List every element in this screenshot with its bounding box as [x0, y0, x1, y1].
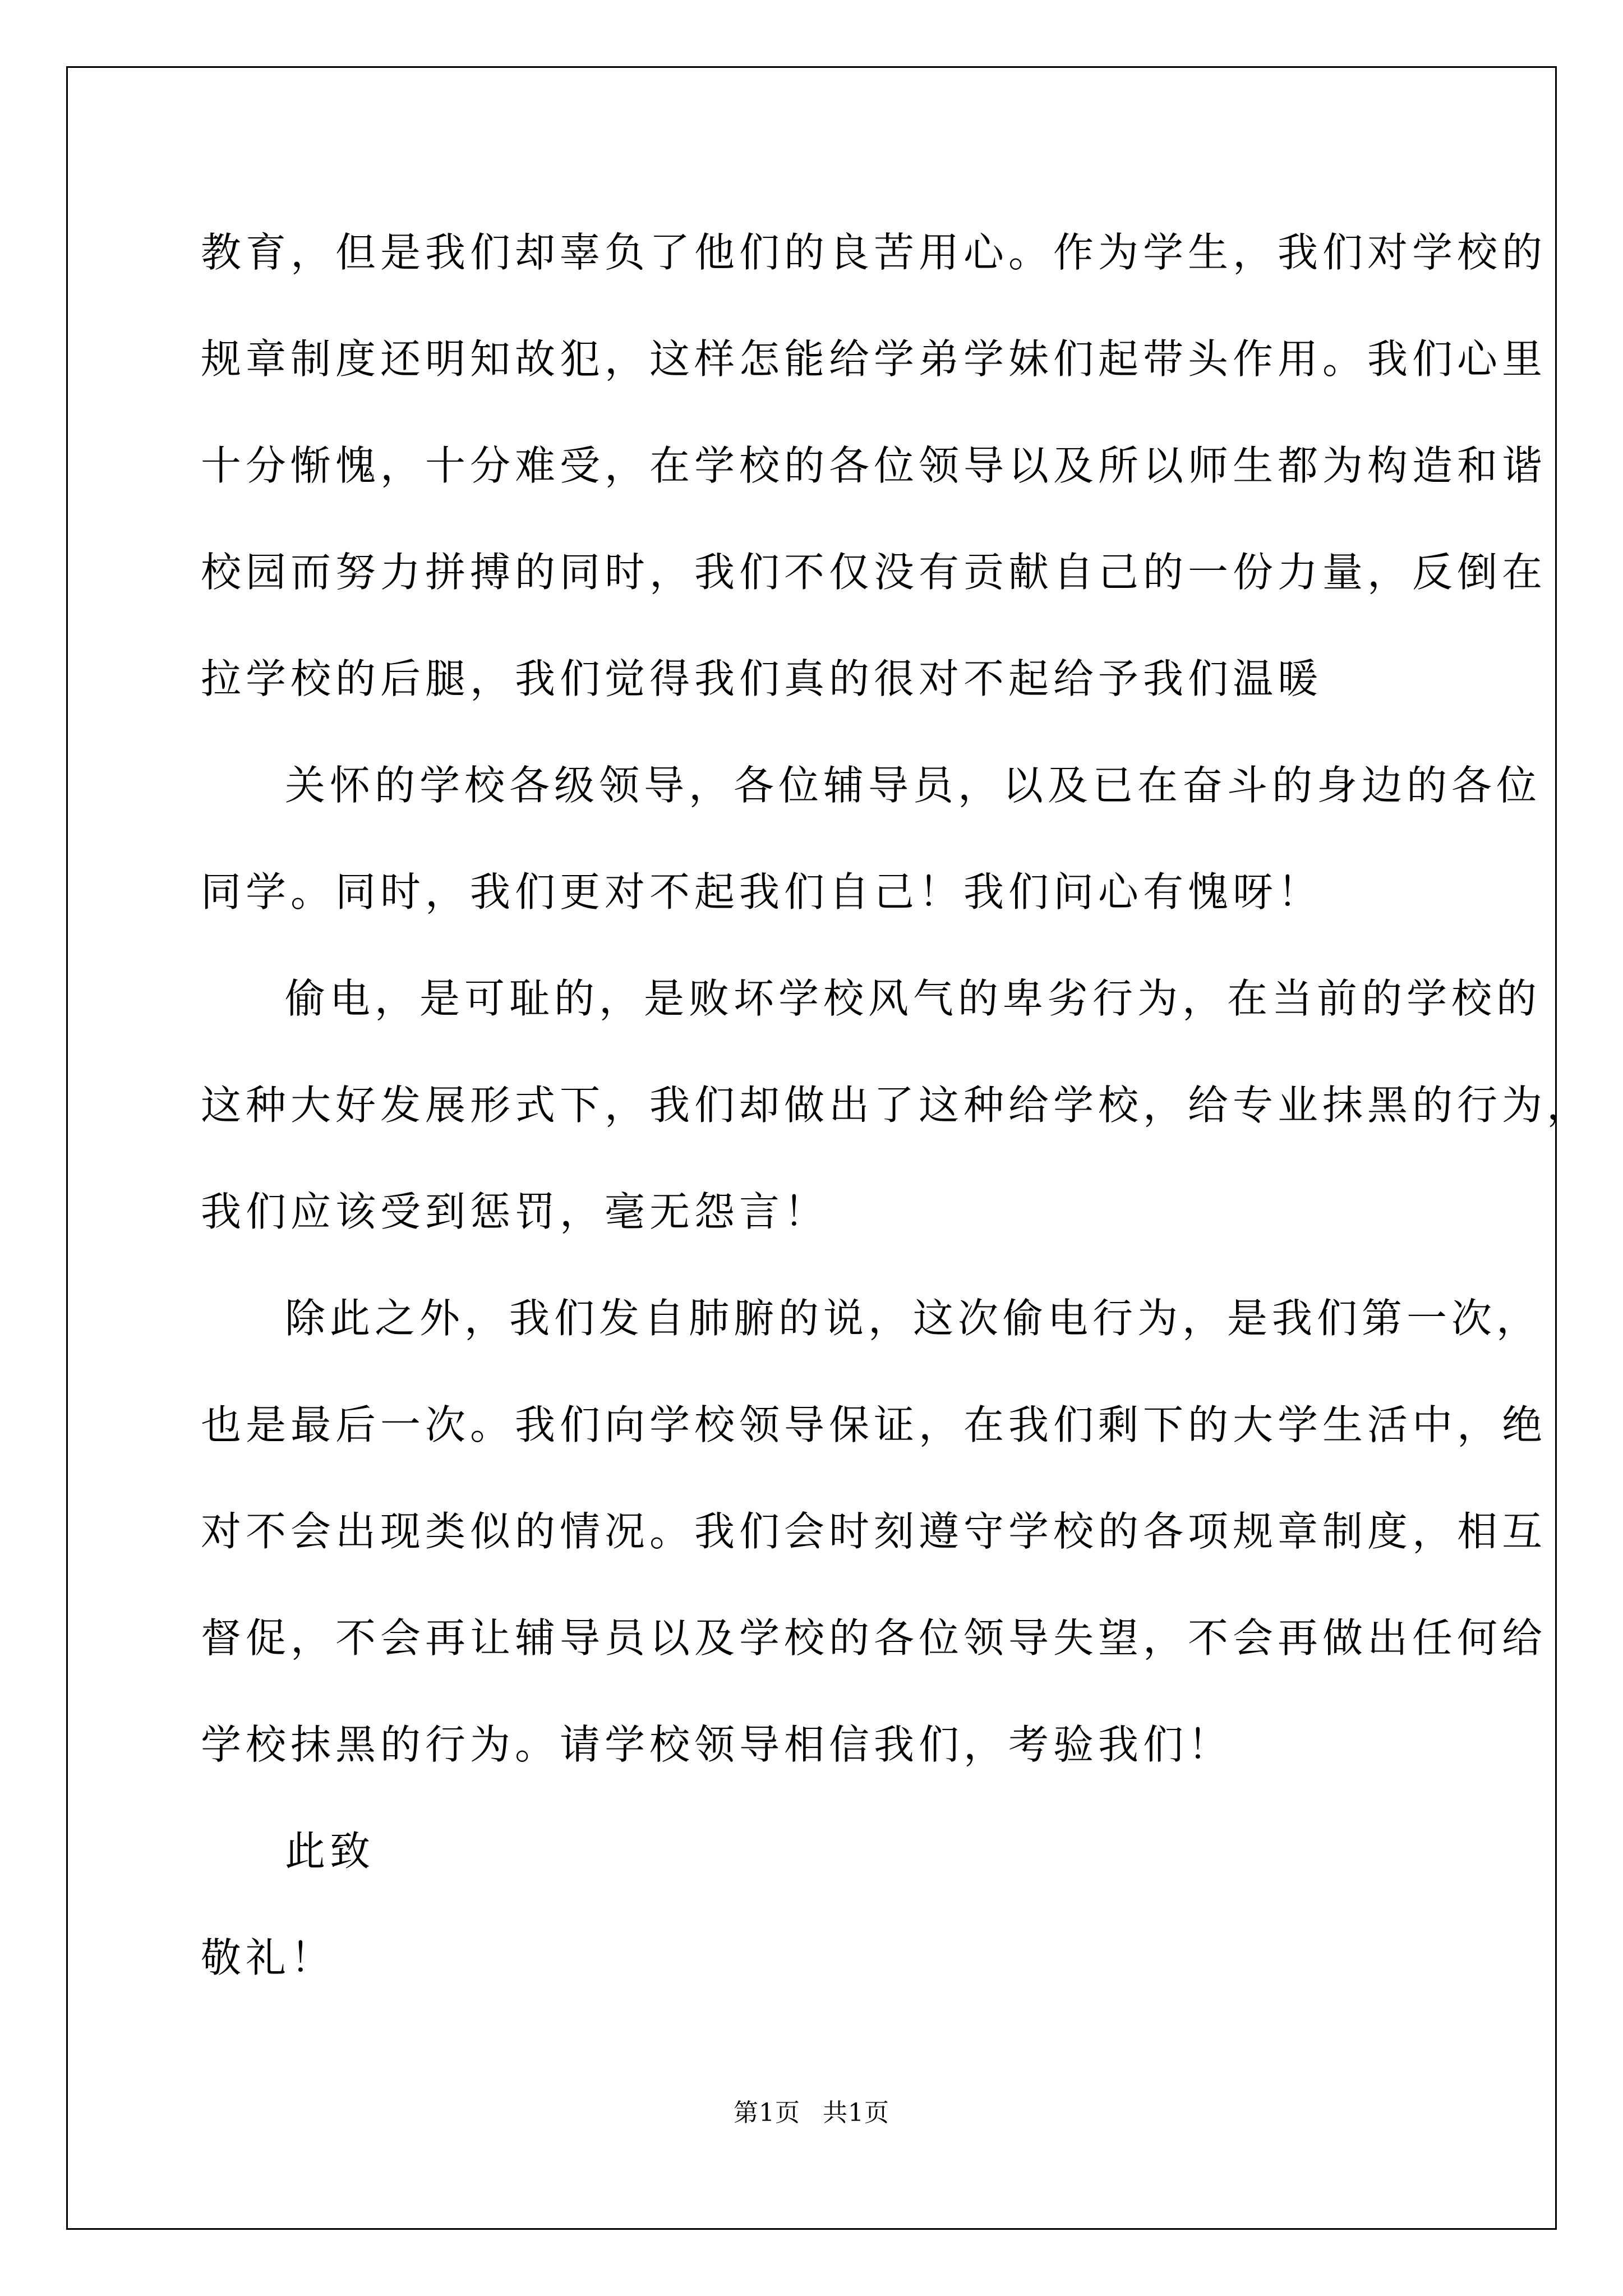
text-line: 偷电，是可耻的，是败坏学校风气的卑劣行为，在当前的学校的 — [285, 975, 1542, 1022]
page-number-current: 第1页 — [734, 2099, 800, 2127]
text-line: 同学。同时，我们更对不起我们自己！我们问心有愧呀！ — [201, 868, 1323, 915]
text-line: 也是最后一次。我们向学校领导保证，在我们剩下的大学生活中，绝 — [201, 1401, 1547, 1448]
text-line: 规章制度还明知故犯，这样怎能给学弟学妹们起带头作用。我们心里 — [201, 335, 1547, 383]
letter-body — [201, 199, 1592, 2011]
text-line: 除此之外，我们发自肺腑的说，这次偷电行为，是我们第一次， — [285, 1295, 1542, 1342]
text-line: 督促，不会再让辅导员以及学校的各位领导失望，不会再做出任何给 — [201, 1614, 1547, 1662]
text-line: 学校抹黑的行为。请学校领导相信我们，考验我们！ — [201, 1721, 1233, 1768]
text-line: 我们应该受到惩罚，毫无怨言！ — [201, 1188, 829, 1235]
text-line: 对不会出现类似的情况。我们会时刻遵守学校的各项规章制度，相互 — [201, 1508, 1547, 1555]
page-number-total: 共1页 — [823, 2099, 889, 2127]
text-line: 校园而努力拼搏的同时，我们不仅没有贡献自己的一份力量，反倒在 — [201, 549, 1547, 596]
text-line: 十分惭愧，十分难受，在学校的各位领导以及所以师生都为构造和谐 — [201, 442, 1547, 489]
text-line: 教育，但是我们却辜负了他们的良苦用心。作为学生，我们对学校的 — [201, 229, 1547, 276]
text-line: 拉学校的后腿，我们觉得我们真的很对不起给予我们温暖 — [201, 655, 1323, 702]
closing-line: 此致 — [285, 1828, 375, 1875]
salutation-line: 敬礼！ — [201, 1934, 336, 1981]
page-footer — [0, 2092, 1623, 2128]
text-line: 关怀的学校各级领导，各位辅导员，以及已在奋斗的身边的各位 — [285, 762, 1542, 809]
text-line: 这种大好发展形式下，我们却做出了这种给学校，给专业抹黑的行为， — [201, 1082, 1592, 1129]
